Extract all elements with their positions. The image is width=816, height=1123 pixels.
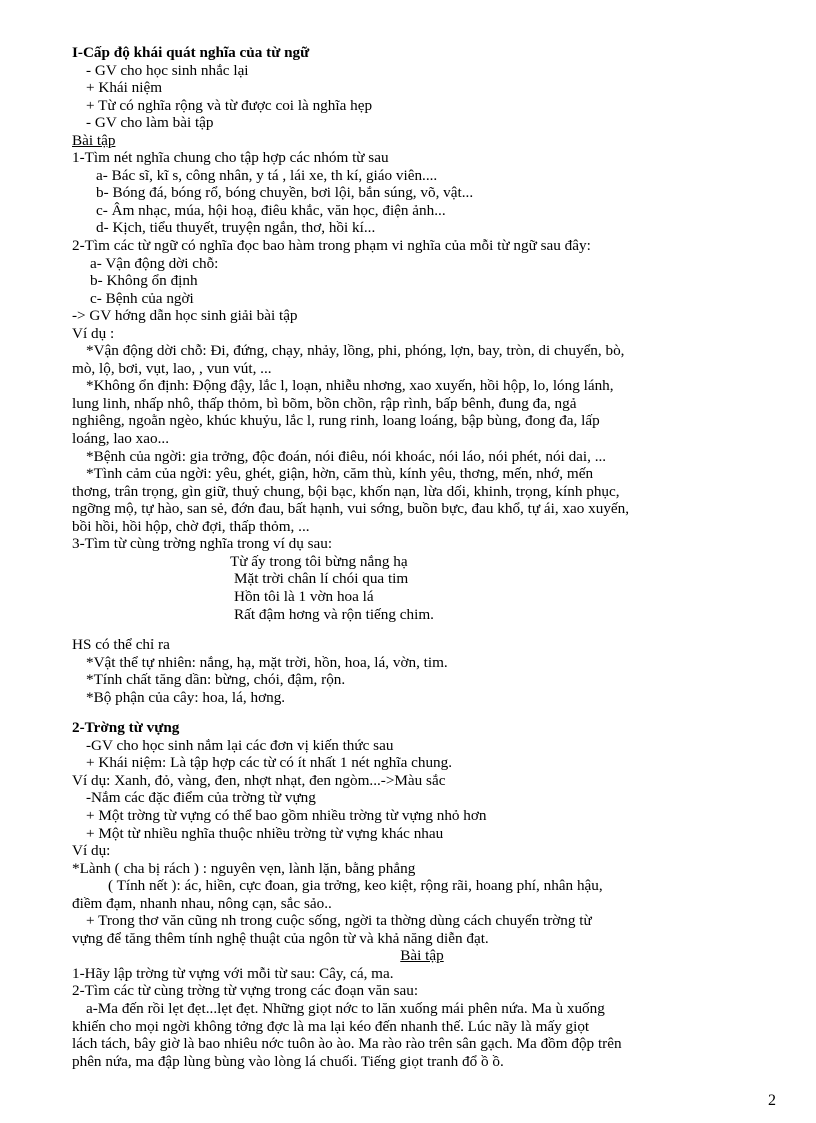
- line-text: + Từ có nghĩa rộng và từ được coi là nghĩa hẹp: [86, 96, 373, 114]
- text-line: [72, 706, 772, 719]
- line-text: - GV cho học sinh nhắc lại: [86, 61, 249, 79]
- text-line: [72, 877, 772, 895]
- line-text: vựng để tăng thêm tính nghệ thuật của ngôn từ và khả năng diễn đạt.: [72, 929, 489, 947]
- line-text: thơng, trân trọng, gìn giữ, thuỷ chung, bội bạc, khốn nạn, lừa dối, khinh, trọng, kính phục,: [72, 482, 620, 500]
- line-text: khiến cho mọi ngời không tởng đợc là ma lại kéo đến nhanh thế. Lúc nãy là mấy giọt: [72, 1017, 590, 1035]
- text-line: [72, 219, 772, 237]
- text-line: [72, 772, 772, 790]
- text-line: [72, 842, 772, 860]
- text-line: [72, 430, 772, 448]
- line-text: c- Âm nhạc, múa, hội hoạ, điêu khắc, văn học, điện ảnh...: [96, 201, 446, 219]
- line-text: 2-Tìm các từ ngữ có nghĩa đọc bao hàm trong phạm vi nghĩa của mỗi từ ngữ sau đây:: [72, 237, 591, 255]
- text-line: [72, 912, 772, 930]
- line-text: *Vật thể tự nhiên: nắng, hạ, mặt trời, hồn, hoa, lá, vờn, tim.: [86, 653, 448, 671]
- line-text: + Khái niệm: [86, 79, 163, 97]
- text-line: [72, 807, 772, 825]
- text-line: [72, 79, 772, 97]
- text-line: [72, 149, 772, 167]
- text-line: [72, 465, 772, 483]
- line-text: -Nắm các đặc điểm của trờng từ vựng: [86, 789, 316, 807]
- line-text: *Bộ phận của cây: hoa, lá, hơng.: [86, 688, 286, 706]
- line-text: Ví dụ :: [72, 324, 115, 342]
- line-text: 1-Tìm nét nghĩa chung cho tập hợp các nhóm từ sau: [72, 149, 389, 167]
- text-line: [72, 342, 772, 360]
- text-line: [72, 325, 772, 343]
- line-text: - GV cho làm bài tập: [86, 114, 214, 132]
- line-text: Rất đậm hơng và rộn tiếng chim.: [234, 605, 434, 623]
- line-text: Ví dụ: Xanh, đỏ, vàng, đen, nhợt nhạt, đen ngòm...->Màu sắc: [72, 771, 446, 789]
- text-line: [72, 1018, 772, 1036]
- text-line: [72, 500, 772, 518]
- text-line: [72, 290, 772, 308]
- text-line: [72, 1000, 772, 1018]
- line-text: bồi hồi, hồi hộp, chờ đợi, thấp thỏm, ...: [72, 517, 310, 535]
- text-line: [72, 62, 772, 80]
- text-line: [72, 789, 772, 807]
- line-text: 2-Tìm các từ cùng trờng từ vựng trong các đoạn văn sau:: [72, 982, 419, 1000]
- line-text: -GV cho học sinh nắm lại các đơn vị kiến thức sau: [86, 736, 394, 754]
- text-line: [72, 737, 772, 755]
- line-text: ( Tính nết ): ác, hiền, cực đoan, gia trởng, keo kiệt, rộng rãi, hoang phí, nhân hậu,: [108, 877, 603, 895]
- text-line: [72, 1035, 772, 1053]
- line-text: 3-Tìm từ cùng trờng nghĩa trong ví dụ sau:: [72, 535, 333, 553]
- line-text: + Một trờng từ vựng có thể bao gồm nhiều trờng từ vựng nhỏ hơn: [86, 806, 487, 824]
- text-line: [72, 754, 772, 772]
- page-number: 2: [768, 1092, 776, 1109]
- line-text: phên nứa, ma đập lùng bùng vào lòng lá chuối. Tiếng giọt tranh đổ ồ ồ.: [72, 1052, 504, 1070]
- line-text: b- Bóng đá, bóng rổ, bóng chuyền, bơi lội, bắn súng, võ, vật...: [96, 184, 474, 202]
- line-text: + Khái niệm: Là tập hợp các từ có ít nhất 1 nét nghĩa chung.: [86, 754, 453, 772]
- section-heading: [72, 719, 772, 737]
- text-line: [72, 97, 772, 115]
- line-text: Từ ấy trong tôi bừng nắng hạ: [230, 552, 408, 570]
- line-text: a- Bác sĩ, kĩ s, công nhân, y tá , lái xe, th kí, giáo viên....: [96, 166, 438, 184]
- line-text: loáng, lao xao...: [72, 430, 170, 448]
- line-text: b- Không ổn định: [90, 272, 198, 290]
- line-text: Hồn tôi là 1 vờn hoa lá: [234, 587, 374, 605]
- line-text: Mặt trời chân lí chói qua tim: [234, 570, 409, 588]
- line-text: + Một từ nhiều nghĩa thuộc nhiều trờng từ vựng khác nhau: [86, 824, 444, 842]
- text-line: [72, 114, 772, 132]
- line-text: *Lành ( cha bị rách ) : nguyên vẹn, lành lặn, bằng phẳng: [72, 859, 416, 877]
- line-text: Ví dụ:: [72, 842, 111, 860]
- line-text: điềm đạm, nhanh nhau, nông cạn, sắc sảo..: [72, 894, 332, 912]
- line-text: *Tình cảm của ngời: yêu, ghét, giận, hờn, căm thù, kính yêu, thơng, mến, nhớ, mến: [86, 465, 594, 483]
- text-line: [72, 623, 772, 636]
- line-text: nghiêng, ngoằn ngèo, khúc khuỷu, lắc l, rung rinh, loang loáng, bập bùng, đong đa, lấp: [72, 412, 600, 430]
- line-text: ngỡng mộ, tự hào, san sẻ, đớn đau, bất hạnh, vui sớng, buồn bực, đau khổ, tự ái, xao xuyến,: [72, 500, 630, 518]
- text-line: [72, 654, 772, 672]
- line-text: a- Vận động dời chỗ:: [90, 254, 219, 272]
- line-text: 1-Hãy lập trờng từ vựng với mỗi từ sau: Cây, cá, ma.: [72, 964, 394, 982]
- text-line: [72, 825, 772, 843]
- text-line: [72, 636, 772, 654]
- line-text: -> GV hớng dẫn học sinh giải bài tập: [72, 307, 298, 325]
- text-line: [72, 167, 772, 185]
- line-text: lung linh, nhấp nhô, thấp thỏm, bì bõm, bồn chồn, rập rình, bấp bênh, đung đa, ngả: [72, 394, 577, 412]
- text-line: [72, 570, 772, 588]
- line-text: d- Kịch, tiểu thuyết, truyện ngắn, thơ, hồi kí...: [96, 219, 376, 237]
- line-text: mò, lộ, bơi, vụt, lao, , vun vút, ...: [72, 359, 272, 377]
- text-line: [72, 360, 772, 378]
- text-line: [72, 606, 772, 624]
- text-line: [72, 377, 772, 395]
- text-line: [72, 184, 772, 202]
- text-line: [72, 483, 772, 501]
- text-line: [72, 237, 772, 255]
- line-text: *Bệnh của ngời: gia trởng, độc đoán, nói điêu, nói khoác, nói láo, nói phét, nói dai, ...: [86, 447, 607, 465]
- text-line: [72, 272, 772, 290]
- document-body: [72, 44, 772, 1070]
- text-line: [72, 202, 772, 220]
- subheading: [72, 132, 772, 150]
- subheading: [72, 947, 772, 965]
- text-line: [72, 395, 772, 413]
- line-text: a-Ma đến rồi lẹt đẹt...lẹt đẹt. Những giọt nớc to lăn xuống mái phên nứa. Ma ù xuống: [86, 999, 605, 1017]
- text-line: [72, 965, 772, 983]
- line-text: c- Bệnh của ngời: [90, 289, 194, 307]
- line-text: *Không ổn định: Động đậy, lắc l, loạn, nhiễu nhơng, xao xuyến, hồi hộp, lo, lóng lánh,: [86, 377, 614, 395]
- text-line: [72, 518, 772, 536]
- text-line: [72, 982, 772, 1000]
- line-text: HS có thể chỉ ra: [72, 636, 170, 654]
- text-line: [72, 689, 772, 707]
- text-line: [72, 553, 772, 571]
- text-line: [72, 671, 772, 689]
- line-text: Bài tập: [400, 947, 444, 965]
- text-line: [72, 895, 772, 913]
- text-line: [72, 1053, 772, 1071]
- text-line: [72, 307, 772, 325]
- text-line: [72, 588, 772, 606]
- text-line: [72, 535, 772, 553]
- text-line: [72, 255, 772, 273]
- line-text: I-Cấp độ khái quát nghĩa của từ ngữ: [72, 44, 310, 61]
- line-text: *Vận động dời chỗ: Đi, đứng, chạy, nhảy, lồng, phi, phóng, lợn, bay, tròn, di chuyển, bò,: [86, 342, 625, 360]
- text-line: [72, 412, 772, 430]
- text-line: [72, 930, 772, 948]
- text-line: [72, 448, 772, 466]
- line-text: lách tách, bây giờ là bao nhiêu nớc tuôn ào ào. Ma rào rào trên sân gạch. Ma đồm độp trên: [72, 1035, 622, 1053]
- text-line: [72, 860, 772, 878]
- section-heading: [72, 44, 772, 62]
- line-text: 2-Trờng từ vựng: [72, 719, 180, 737]
- line-text: *Tính chất tăng dần: bừng, chói, đậm, rộn.: [86, 671, 346, 689]
- line-text: + Trong thơ văn cũng nh trong cuộc sống, ngời ta thờng dùng cách chuyển trờng từ: [86, 912, 592, 930]
- line-text: Bài tập: [72, 131, 116, 149]
